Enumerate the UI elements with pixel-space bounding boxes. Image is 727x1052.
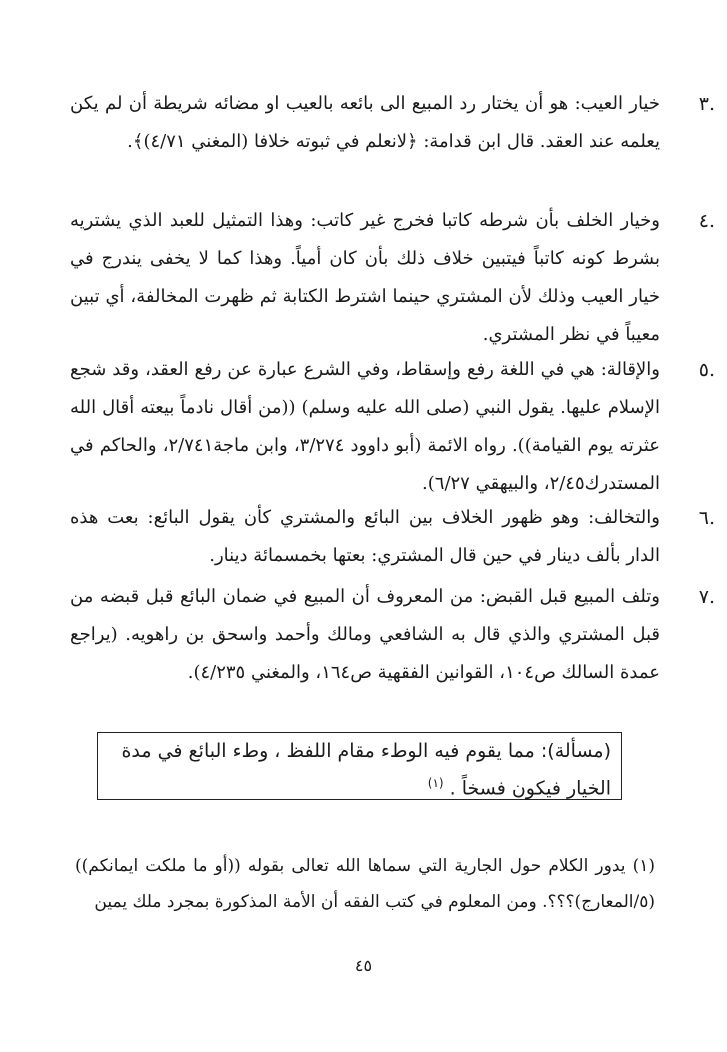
item-text: والتخالف: وهو ظهور الخلاف بين البائع والمشتري كأن يقول البائع: بعت هذه الدار بألف دينار في حين قال المشتري: بعتها بخمسمائة دينار.: [70, 507, 660, 566]
item-number: ٤.: [698, 210, 715, 232]
page-number: ٤٥: [354, 956, 373, 975]
footnote-reference: (١): [427, 776, 444, 790]
item-text: والإقالة: هي في اللغة رفع وإسقاط، وفي الشرع عبارة عن رفع العقد، وقد شجع الإسلام عليها. يقول النبي (صلى الله عليه وسلم) ((من أقال نادماً بيعته أقال الله عثرته يوم القيامة)). رواه الائمة (أبو داوود ٣/٢٧٤، وابن ماجة٢/٧٤١، والحاكم في المستدرك٢/٤٥، والبيهقي ٦/٢٧).: [70, 359, 661, 494]
list-item-4: [70, 202, 715, 354]
item-number: ٣.: [698, 93, 715, 115]
issue-box: [97, 732, 622, 800]
footnote: (١) يدور الكلام حول الجارية التي سماها الله تعالى بقوله ((أو ما ملكت ايمانكم)) (٥/المعارج)؟؟؟. ومن المعلوم في كتب الفقه أن الأمة المذكورة بمجرد ملك يمين: [75, 856, 655, 912]
item-text: خيار العيب: هو أن يختار رد المبيع الى بائعه بالعيب او مضائه شريطة أن لم يكن يعلمه عند العقد. قال ابن قدامة: ﴿لانعلم في ثبوته خلافا (المغني ٤/٧١)﴾.: [70, 93, 660, 152]
item-number: ٦.: [698, 507, 715, 529]
item-number: ٧.: [698, 586, 715, 608]
issue-text: مما يقوم فيه الوطء مقام اللفظ ، وطء البائع في مدة الخيار فيكون فسخاً .: [121, 740, 611, 800]
list-item-6: [70, 499, 715, 575]
item-text: وتلف المبيع قبل القبض: من المعروف أن المبيع في ضمان البائع قبل قبضه من قبل المشتري والذي قال به الشافعي ومالك وأحمد واسحق بن راهويه. (يراجع عمدة السالك ص١٠٤، القوانين الفقهية ص١٦٤، والمغني ٤/٢٣٥).: [70, 586, 661, 683]
list-item-5: [70, 351, 715, 503]
item-text: وخيار الخلف بأن شرطه كاتبا فخرج غير كاتب: وهذا التمثيل للعبد الذي يشتريه بشرط كونه كاتباً فيتبين خلاف ذلك بأن كان أمياً. وهذا كما لا يخفى يندرج في خيار العيب وذلك لأن المشتري حينما اشترط الكتابة ثم ظهرت المخالفة، أي تبين معيباً في نظر المشتري.: [70, 210, 660, 345]
issue-label: (مسألة):: [540, 740, 611, 762]
list-item-7: [70, 578, 715, 692]
item-number: ٥.: [698, 359, 715, 381]
list-item-3: [70, 85, 715, 161]
